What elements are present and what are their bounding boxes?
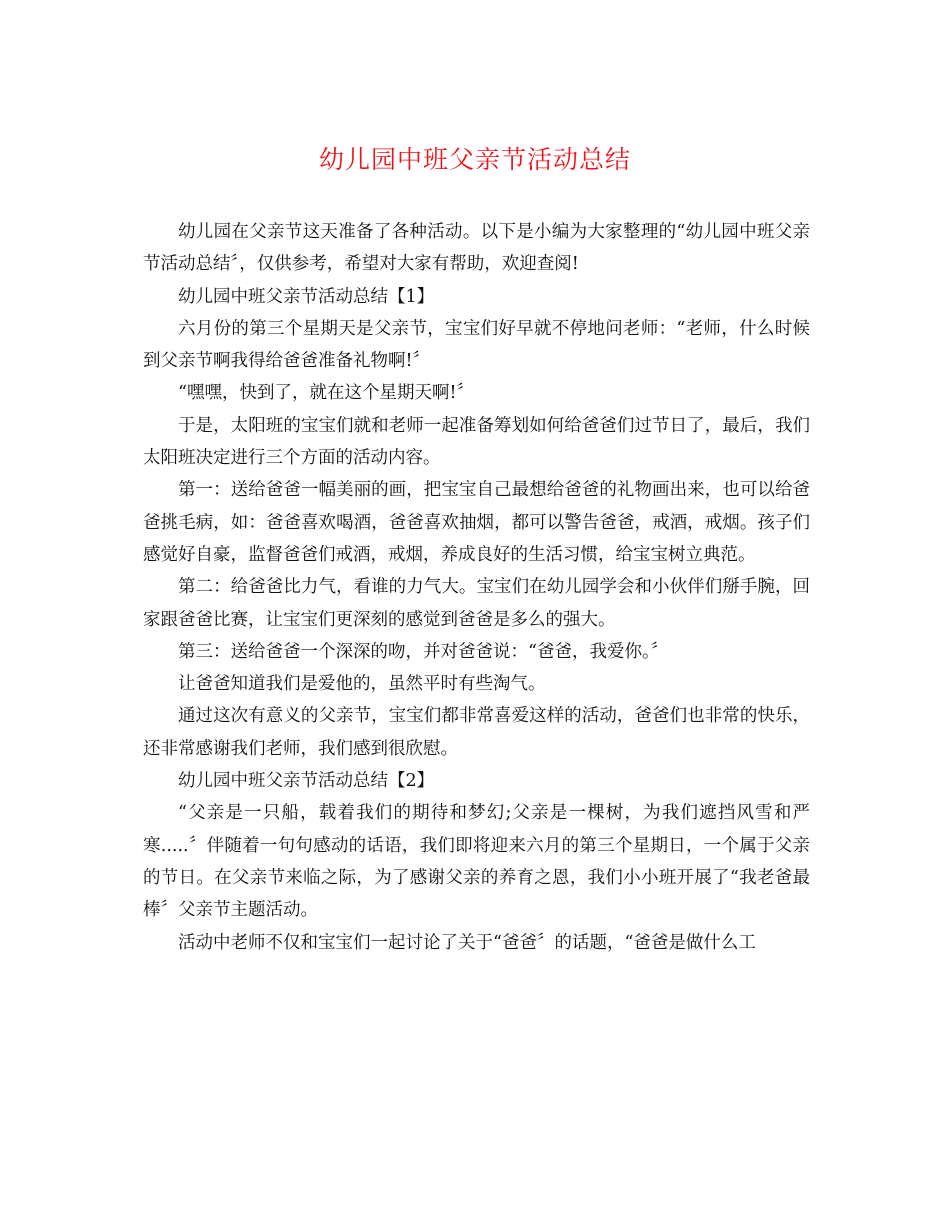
document-body bbox=[143, 216, 810, 959]
document-title: 幼儿园中班父亲节活动总结 bbox=[318, 145, 631, 174]
paragraph: “父亲是一只船，载着我们的期待和梦幻;父亲是一棵树，为我们遮挡风雪和严寒.....〞伴随着一句句感动的话语，我们即将迎来六月的第三个星期日，一个属于父亲的节日。在父亲节来临之际，为了感谢父亲的养育之恩，我们小小班开展了“我老爸最棒〞父亲节主题活动。 bbox=[143, 803, 810, 921]
paragraph: 活动中老师不仅和宝宝们一起讨论了关于“爸爸〞的话题，“爸爸是做什么工 bbox=[178, 932, 756, 953]
section-heading-1: 幼儿园中班父亲节活动总结【1】 bbox=[178, 286, 435, 307]
paragraph: 于是，太阳班的宝宝们就和老师一起准备筹划如何给爸爸们过节日了，最后，我们太阳班决定进行三个方面的活动内容。 bbox=[143, 415, 810, 469]
paragraph-intro: 幼儿园在父亲节这天准备了各种活动。以下是小编为大家整理的“幼儿园中班父亲节活动总结〞，仅供参考，希望对大家有帮助，欢迎查阅! bbox=[143, 222, 810, 275]
paragraph: 六月份的第三个星期天是父亲节，宝宝们好早就不停地问老师：“老师，什么时候到父亲节啊我得给爸爸准备礼物啊!〞 bbox=[143, 318, 810, 372]
section-heading-2: 幼儿园中班父亲节活动总结【2】 bbox=[178, 771, 435, 792]
paragraph: “嘿嘿，快到了，就在这个星期天啊!〞 bbox=[178, 383, 474, 404]
paragraph: 第三：送给爸爸一个深深的吻，并对爸爸说：“爸爸，我爱你。〞 bbox=[178, 641, 669, 662]
paragraph: 第一：送给爸爸一幅美丽的画，把宝宝自己最想给爸爸的礼物画出来，也可以给爸爸挑毛病，如：爸爸喜欢喝酒，爸爸喜欢抽烟，都可以警告爸爸，戒酒，戒烟。孩子们感觉好自豪，监督爸爸们戒酒，戒烟，养成良好的生活习惯，给宝宝树立典范。 bbox=[143, 480, 810, 565]
paragraph: 让爸爸知道我们是爱他的，虽然平时有些淘气。 bbox=[178, 674, 546, 695]
paragraph: 通过这次有意义的父亲节，宝宝们都非常喜爱这样的活动，爸爸们也非常的快乐，还非常感谢我们老师，我们感到很欣慰。 bbox=[143, 706, 810, 759]
paragraph: 第二：给爸爸比力气，看谁的力气大。宝宝们在幼儿园学会和小伙伴们掰手腕，回家跟爸爸比赛，让宝宝们更深刻的感觉到爸爸是多么的强大。 bbox=[143, 577, 810, 630]
